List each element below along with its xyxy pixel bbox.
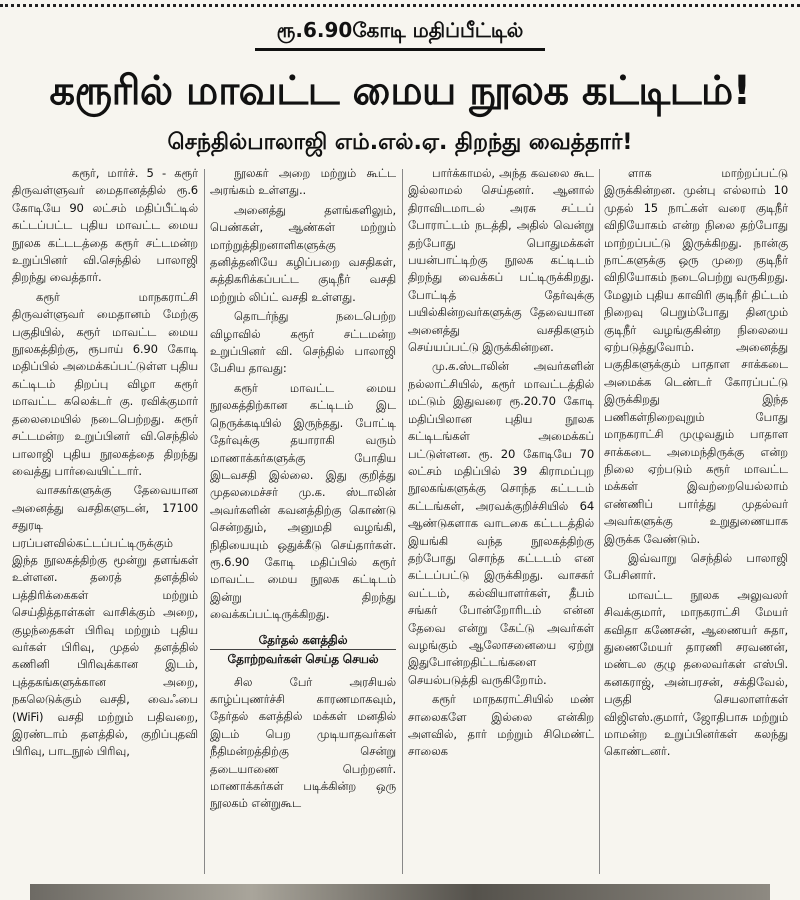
paragraph: கரூர் மாநகராட்சியில் மண் சாலைகளே இல்லை என்கிற அளவில், தார் மற்றும் சிமெண்ட் சாலைக (408, 692, 594, 759)
subheading-line: தேர்தல் களத்தில் (258, 632, 348, 647)
paragraph: மு.க.ஸ்டாலின் அவர்களின் நல்லாட்சியில், கரூர் மாவட்டத்தில் மட்டும் இதுவரை ரூ.20.70 கோடி மதிப்பிலான புதிய நூலக கட்டிடங்கள் அமைக்கப் பட்டுள்ளன. ரூ. 20 கோடியே 70 லட்சம் மதிப்பில் 39 கிராமப்புற நூலகங்களுக்கு சொந்த கட்டடம் கட்டங்கள், அரவக்குறிச்சியில் 64 ஆண்டுகளாக வாடகை கட்டடத்தில் இயங்கி வந்த நூலகத்திற்கு தற்போது சொந்த கட்டடம் என கட்டப்பட்டு இருக்கிறது. வாசகர் வட்டம், கல்வியாளர்கள், தீபம் சங்கர் போன்றோரிடம் என்ன தேவை என்று கேட்டு அவர்கள் வழங்கும் ஆலோசனையை ஏற்று இதுபோன்றதிட்டங்களை செயல்படுத்தி வருகிறோம். (408, 359, 594, 687)
top-dotted-border (0, 4, 800, 7)
subheading-line: தோற்றவர்கள் செய்த செயல் (210, 649, 396, 668)
paragraph: வாசகர்களுக்கு தேவையான அனைத்து வசதிகளுடன், 17100 சதுரடி பரப்பளவில்கட்டப்பட்டிருக்கும் இந்த நூலகத்திற்கு மூன்று தளங்கள் உள்ளன. தரைத் தளத்தில் பத்திரிக்கைகள் மற்றும் செய்தித்தாள்கள் வாசிக்கும் அறை, குழந்தைகள் பிரிவு மற்றும் புதிய வர்கள் பிரிவு, முதல் தளத்தில் கணினி பிரிவுக்கான இடம், புத்தகங்களுக்கான அறை, நகலெடுக்கும் வசதி, வைஃபை (WiFi) வசதி மற்றும் பதிவறை, இரண்டாம் தளத்தில், குறிப்புதவி பிரிவு, பாடநூல் பிரிவு, (12, 483, 198, 759)
column-2 (210, 165, 396, 880)
paragraph: நூலகர் அறை மற்றும் கூட்ட அரங்கம் உள்ளது.. (210, 166, 396, 198)
paragraph: பார்க்காமல், அந்த கவலை கூட இல்லாமல் செய்தனர். ஆனால் திராவிடமாடல் அரசு சட்டப் போராட்டம் நடத்தி, அதில் வென்று தற்போது பொதுமக்கள் பயன்பாட்டிற்கு நூலக கட்டிடம் திறந்து வைக்கப் பட்டிருக்கிறது. போட்டித் தேர்வுக்கு பயில்கின்றவர்களுக்கு தேவையான அனைத்து வசதிகளும் செய்யப்பட்டு இருக்கின்றன. (408, 166, 594, 355)
paragraph: சில பேர் அரசியல் காழ்ப்புணர்ச்சி காரணமாகவும், தேர்தல் களத்தில் மக்கள் மனதில் இடம் பெற முடியாதவர்கள் நீதிமன்றத்திற்கு சென்று தடையாணை பெற்றனர். மாணாக்கர்கள் படிக்கின்ற ஒரு நூலகம் என்றுகூட (210, 674, 396, 811)
column-3 (408, 165, 594, 880)
column-divider (402, 169, 403, 874)
sub-headline: செந்தில்பாலாஜி எம்.எல்.ஏ. திறந்து வைத்தார்! (167, 130, 633, 155)
column-4 (604, 165, 788, 880)
paragraph: மாவட்ட நூலக அலுவலர் சிவக்குமார், மாநகராட்சி மேயர் கவிதா கணேசன், ஆணையர் சுதா, துணைமேயர் தாரணி சரவணன், மண்டல குழு தலைவர்கள் எஸ்பி. கனகராஜ், அன்பரசன், சக்திவேல், பகுதி செயலாளர்கள் விஜிஎஸ்.குமார், ஜோதிபாசு மற்றும் மாமன்ற உறுப்பினர்கள் கலந்து கொண்டனர். (604, 587, 788, 759)
paragraph: கரூர் மாவட்ட மைய நூலகத்திற்கான கட்டிடம் இட நெருக்கடியில் இருந்தது. போட்டி தேர்வுக்கு தயாராகி வரும் மாணாக்கர்களுக்கு போதிய இடவசதி இல்லை. இது குறித்து முதலமைச்சர் மு.க. ஸ்டாலின் அவர்களின் கவனத்திற்கு கொண்டு சென்றதும், அனுமதி வழங்கி, நிதியையும் ஒதுக்கீடு செய்தார்கள். ரூ.6.90 கோடி மதிப்பில் கரூர் மாவட்ட மைய நூலக கட்டிடம் இன்று திறந்து வைக்கப்பட்டிருக்கிறது. (210, 380, 396, 622)
paragraph: இவ்வாறு செந்தில் பாலாஜி பேசினார். (604, 550, 788, 583)
kicker-headline: ரூ.6.90கோடி மதிப்பீட்டில் (255, 14, 545, 51)
bottom-photo-strip (30, 884, 770, 900)
paragraph: அனைத்து தளங்களிலும், பெண்கள், ஆண்கள் மற்றும் மாற்றுத்திறனாளிகளுக்கு தனித்தனியே கழிப்பறை வசதிகள், சுத்திகரிக்கப்பட்ட குடிநீர் வசதி மற்றும் லிப்ட் வசதி உள்ளது. (210, 202, 396, 304)
main-headline: கரூரில் மாவட்ட மைய நூலக கட்டிடம்! (49, 68, 751, 114)
paragraph: கரூர் மாநகராட்சி திருவள்ளுவர் மைதானம் மேற்கு பகுதியில், கரூர் மாவட்ட மைய நூலகத்திற்கு, ரூபாய் 6.90 கோடி மதிப்பில் அமைக்கப்பட்டுள்ள புதிய கட்டிடம் திறப்பு விழா கரூர் மாவட்ட கலெக்டர் கு. ரவிக்குமார் தலைமையில் நடைபெற்றது. கரூர் சட்டமன்ற உறுப்பினர் வி.செந்தில் பாலாஜி புதிய நூலகத்தை திறந்து வைத்து பார்வையிட்டார். (12, 289, 198, 478)
article-body (12, 165, 788, 880)
column-1 (12, 165, 198, 880)
paragraph: கரூர், மார்ச். 5 - கரூர் திருவள்ளுவர் மைதானத்தில் ரூ.6 கோடியே 90 லட்சம் மதிப்பீட்டில் கட்டப்பட்ட புதிய மாவட்ட மைய நூலக கட்டடத்தை கரூர் சட்டமன்ற உறுப்பினர் வி.செந்தில் பாலாஜி திறந்து வைத்தார். (12, 166, 198, 285)
paragraph: ளாக மாற்றப்பட்டு இருக்கின்றன. முன்பு எல்லாம் 10 முதல் 15 நாட்கள் வரை குடிநீர் விநியோகம் என்ற நிலை தற்போது மாற்றப்பட்டு இருக்கிறது. நான்கு நாட்களுக்கு ஒரு முறை குடிநீர் விநியோகம் நடைபெற்று வருகிறது. மேலும் புதிய காவிரி குடிநீர் திட்டம் நிறைவு பெறும்போது தினமும் குடிநீர் வழங்குகின்ற நிலையை ஏற்படுத்துவோம். அனைத்து பகுதிகளுக்கும் பாதாள சாக்கடை அமைக்க டெண்டர் கோரப்பட்டு இருக்கிறது இந்த பணிகள்நிறைவுறும் போது மாநகராட்சி முழுவதும் பாதாள சாக்கடை அமைந்திருக்கு என்ற நிலை ஏற்படும் கரூர் மாவட்ட மக்கள் இவற்றையெல்லாம் எண்ணிப் பார்த்து முதல்வர் அவர்களுக்கு உறுதுணையாக இருக்க வேண்டும். (604, 166, 788, 546)
section-subheading (210, 632, 396, 668)
column-divider (204, 169, 205, 874)
column-divider (599, 169, 600, 874)
paragraph: தொடர்ந்து நடைபெற்ற விழாவில் கரூர் சட்டமன்ற உறுப்பினர் வி. செந்தில் பாலாஜி பேசிய தாவது: (210, 309, 396, 376)
